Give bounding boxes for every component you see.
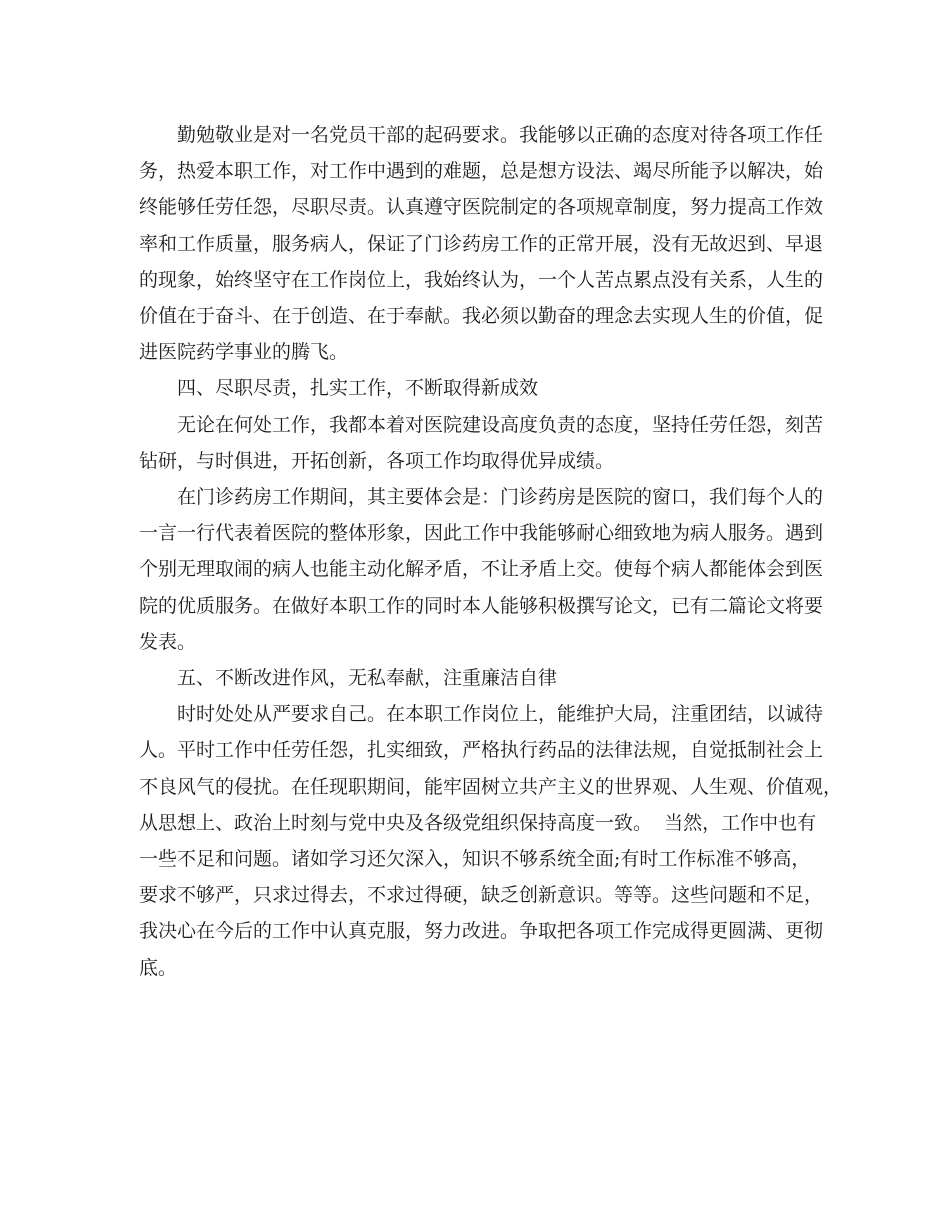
text-line: 率和工作质量，服务病人，保证了门诊药房工作的正常开展，没有无故迟到、早退 (139, 232, 824, 255)
text-line: 发表。 (139, 630, 197, 653)
text-line: 一些不足和问题。诸如学习还欠深入，知识不够系统全面;有时工作标准不够高， (139, 848, 811, 871)
text-line: 人。平时工作中任劳任怨，扎实细致，严格执行药品的法律法规，自觉抵制社会上 (139, 739, 824, 762)
text-line: 终能够任劳任怨，尽职尽责。认真遵守医院制定的各项规章制度，努力提高工作效 (139, 196, 824, 219)
section-heading: 五、不断改进作风，无私奉献，注重廉洁自律 (139, 667, 558, 690)
text-line: 务，热爱本职工作，对工作中遇到的难题，总是想方设法、竭尽所能予以解决，始 (139, 160, 824, 183)
text-line: 院的优质服务。在做好本职工作的同时本人能够积极撰写论文，已有二篇论文将要 (139, 594, 824, 617)
text-line: 价值在于奋斗、在于创造、在于奉献。我必须以勤奋的理念去实现人生的价值，促 (139, 305, 824, 328)
text-line: 不良风气的侵扰。在任现职期间，能牢固树立共产主义的世界观、人生观、价值观， (139, 775, 843, 798)
text-line: 从思想上、政治上时刻与党中央及各级党组织保持高度一致。 当然，工作中也有 (139, 811, 817, 834)
text-line: 在门诊药房工作期间，其主要体会是：门诊药房是医院的窗口，我们每个人的 (139, 486, 824, 509)
text-line: 我决心在今后的工作中认真克服，努力改进。争取把各项工作完成得更圆满、更彻 (139, 920, 824, 943)
text-line: 要求不够严，只求过得去，不求过得硬，缺乏创新意识。等等。这些问题和不足， (139, 884, 824, 907)
text-line: 勤勉敬业是对一名党员干部的起码要求。我能够以正确的态度对待各项工作任 (139, 124, 824, 146)
section-heading: 四、尽职尽责，扎实工作，不断取得新成效 (139, 377, 539, 400)
text-line: 底。 (139, 956, 178, 979)
document-body (139, 117, 843, 986)
text-line: 无论在何处工作，我都本着对医院建设高度负责的态度，坚持任劳任怨，刻苦 (139, 413, 824, 436)
text-line: 时时处处从严要求自己。在本职工作岗位上，能维护大局，注重团结，以诚待 (139, 703, 824, 726)
text-line: 进医院药学事业的腾飞。 (139, 341, 349, 364)
text-line: 个别无理取闹的病人也能主动化解矛盾，不让矛盾上交。使每个病人都能体会到医 (139, 558, 824, 581)
text-line: 的现象，始终坚守在工作岗位上，我始终认为，一个人苦点累点没有关系，人生的 (139, 268, 824, 291)
text-line: 一言一行代表着医院的整体形象，因此工作中我能够耐心细致地为病人服务。遇到 (139, 522, 824, 545)
text-line: 钻研，与时俱进，开拓创新，各项工作均取得优异成绩。 (139, 449, 615, 472)
